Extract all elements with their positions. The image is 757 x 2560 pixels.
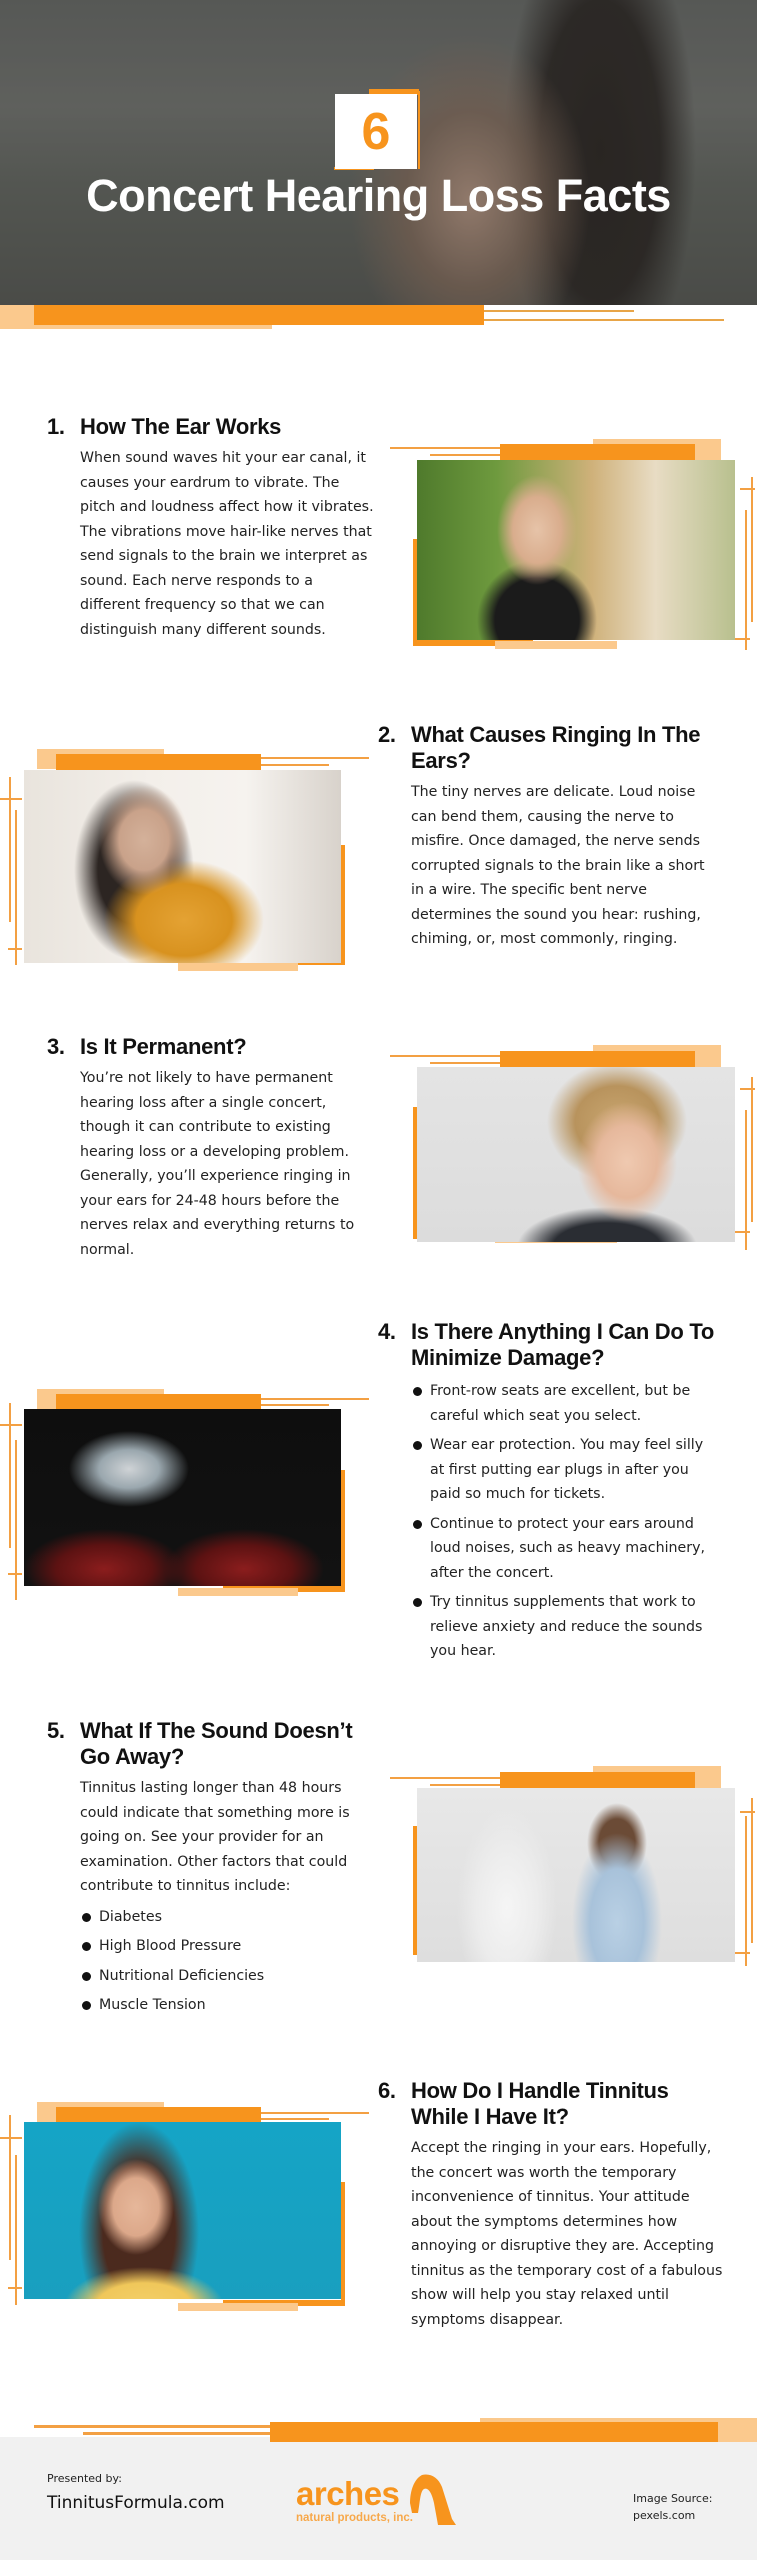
section-is-it-permanent [47, 1034, 377, 1262]
section-number: 4. [378, 1319, 396, 1344]
decorative-line [390, 447, 500, 449]
decorative-stripe [56, 1394, 261, 1410]
smiling-woman-touching-ear-photo [24, 2122, 341, 2299]
section-heading [47, 1034, 377, 1060]
image-frame [385, 1045, 715, 1245]
decorative-line [261, 1404, 329, 1406]
section-number: 3. [47, 1034, 65, 1059]
arches-logo [296, 2473, 456, 2533]
section-title: How The Ear Works [80, 414, 282, 439]
section-heading [378, 2078, 723, 2130]
list-item: High Blood Pressure [80, 1934, 377, 1959]
section-heading [378, 1319, 718, 1371]
decorative-line [8, 948, 22, 950]
decorative-line [83, 2432, 273, 2435]
decorative-line [484, 310, 634, 312]
hero-banner [0, 0, 757, 305]
decorative-line [390, 1055, 500, 1057]
footer [0, 2437, 757, 2560]
decorative-line [15, 2155, 17, 2305]
decorative-line [740, 1088, 755, 1090]
decorative-stripe [178, 963, 298, 971]
woman-cupping-ear-photo [417, 1067, 735, 1242]
decorative-stripe [34, 305, 484, 325]
decorative-line [751, 477, 753, 622]
decorative-stripe [341, 845, 345, 965]
section-body: Tinnitus lasting longer than 48 hours could indicate that something more is going on. See your provider for an examination. Other factors that could contribute to tinnitus include: [80, 1780, 350, 1894]
image-source-label: Image Source: [633, 2492, 713, 2505]
decorative-stripe [178, 1588, 298, 1596]
section-what-causes-ringing [378, 722, 713, 952]
decorative-stripe [56, 754, 261, 770]
image-frame [385, 1766, 715, 1966]
image-frame [0, 2100, 330, 2300]
image-frame [385, 435, 715, 635]
decorative-line [0, 1424, 22, 1426]
arch-icon [408, 2473, 458, 2529]
decorative-stripe [270, 2422, 718, 2442]
decorative-line [8, 2287, 22, 2289]
tips-list [411, 1379, 718, 1664]
number-badge [334, 89, 424, 171]
decorative-line [745, 1110, 747, 1250]
decorative-line [8, 1573, 22, 1575]
section-heading [378, 722, 713, 774]
decorative-stripe [341, 1470, 345, 1592]
section-body: You’re not likely to have permanent hearing loss after a single concert, though it can contribute to existing hearing loss or a developing problem. Generally, you’ll experience ringing in your ears for 24-48 hours before the nerves relax and everything returns to normal. [80, 1070, 355, 1258]
decorative-line [0, 2137, 22, 2139]
decorative-stripe [495, 641, 617, 649]
list-item: Front-row seats are excellent, but be careful which seat you select. [411, 1379, 718, 1428]
decorative-line [261, 764, 329, 766]
section-how-the-ear-works [47, 414, 377, 642]
decorative-line [735, 638, 750, 640]
section-number: 1. [47, 414, 65, 439]
logo-wordmark: arches [296, 2475, 400, 2512]
decorative-line [390, 1777, 500, 1779]
decorative-stripe [56, 2107, 261, 2123]
decorative-line [430, 1062, 505, 1064]
decorative-line [261, 2118, 329, 2120]
list-item: Try tinnitus supplements that work to relieve anxiety and reduce the sounds you hear. [411, 1590, 718, 1664]
decorative-line [15, 1440, 17, 1600]
decorative-line [34, 2425, 274, 2428]
decorative-line [745, 1816, 747, 1966]
decorative-line [740, 1811, 755, 1813]
decorative-line [430, 1784, 505, 1786]
doctor-patient-consultation-photo [417, 1788, 735, 1962]
woman-holding-head-photo [24, 770, 341, 963]
decorative-line [430, 454, 505, 456]
list-item: Wear ear protection. You may feel silly at first putting ear plugs in after you paid so much for tickets. [411, 1433, 718, 1507]
decorative-line [261, 1398, 369, 1400]
decorative-line [745, 510, 747, 650]
decorative-line [15, 810, 17, 965]
section-handle-tinnitus [378, 2078, 723, 2332]
decorative-line [261, 757, 369, 759]
decorative-line [261, 2112, 369, 2114]
section-sound-doesnt-go-away [47, 1718, 377, 2023]
section-title: Is It Permanent? [80, 1034, 247, 1059]
decorative-stripe [500, 444, 695, 460]
section-heading [47, 414, 377, 440]
badge-accent-line [418, 91, 420, 169]
section-title: What If The Sound Doesn’t Go Away? [80, 1718, 353, 1769]
section-minimize-damage [378, 1319, 718, 1669]
decorative-line [484, 319, 724, 321]
list-item: Nutritional Deficiencies [80, 1964, 377, 1989]
list-item: Diabetes [80, 1905, 377, 1930]
decorative-line [751, 1798, 753, 1943]
badge-number: 6 [335, 94, 417, 169]
list-item: Muscle Tension [80, 1993, 377, 2018]
section-number: 2. [378, 722, 396, 747]
section-body: When sound waves hit your ear canal, it causes your eardrum to vibrate. The pitch and loudness affect how it vibrates. The vibrations move hair-like nerves that send signals to the brain we interpret as sound. Each nerve responds to a different frequency so that we can distinguish many different sounds. [80, 450, 374, 638]
decorative-line [735, 1231, 750, 1233]
decorative-stripe [500, 1772, 695, 1788]
section-body: Accept the ringing in your ears. Hopefully, the concert was worth the temporary inconvenience of tinnitus. Your attitude about the symptoms determines how annoying or disruptive they are. Accepting tinnitus as the temporary cost of a fabulous show will help you stay relaxed until symptoms disappear. [411, 2140, 723, 2328]
decorative-line [0, 798, 22, 800]
decorative-stripe [341, 2182, 345, 2306]
decorative-line [751, 1077, 753, 1222]
decorative-stripe [178, 2303, 298, 2311]
section-heading [47, 1718, 377, 1770]
section-title: Is There Anything I Can Do To Minimize Damage? [411, 1319, 714, 1370]
section-number: 5. [47, 1718, 65, 1743]
decorative-stripe [500, 1051, 695, 1067]
movie-theater-audience-photo [24, 1409, 341, 1586]
image-source-value: pexels.com [633, 2509, 696, 2522]
section-body: The tiny nerves are delicate. Loud noise can bend them, causing the nerve to misfire. Once damaged, the nerve sends corrupted signals to the brain like a short in a wire. The specific bent nerve determines the sound you hear: rushing, chiming, or, most commonly, ringing. [411, 784, 705, 947]
decorative-line [740, 488, 755, 490]
section-number: 6. [378, 2078, 396, 2103]
presented-by-label: Presented by: [47, 2472, 122, 2485]
decorative-line [735, 1952, 750, 1954]
image-frame [0, 745, 330, 945]
logo-tagline: natural products, inc. [296, 2512, 413, 2524]
presenter-website: TinnitusFormula.com [47, 2493, 225, 2513]
woman-with-headphones-photo [417, 460, 735, 640]
list-item: Continue to protect your ears around loud noises, such as heavy machinery, after the concert. [411, 1512, 718, 1586]
section-title: How Do I Handle Tinnitus While I Have It? [411, 2078, 669, 2129]
page-title: Concert Hearing Loss Facts [86, 170, 671, 221]
section-title: What Causes Ringing In The Ears? [411, 722, 701, 773]
factors-list [80, 1905, 377, 2018]
image-frame [0, 1385, 330, 1585]
